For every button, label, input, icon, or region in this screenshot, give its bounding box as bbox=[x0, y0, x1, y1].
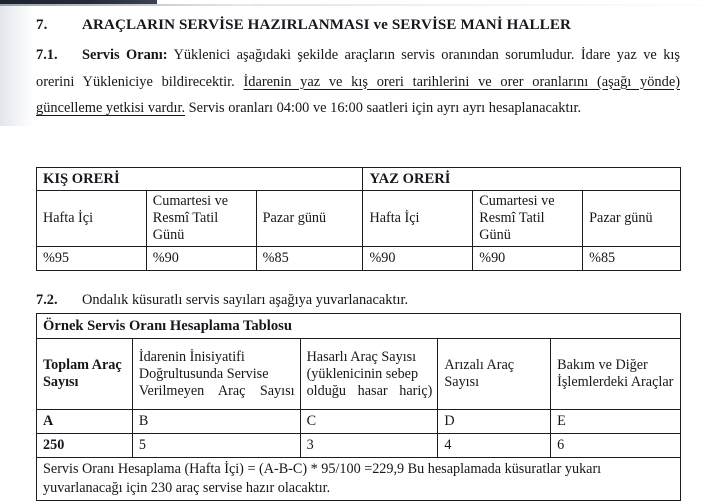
clause-7-1-number: 7.1. bbox=[36, 47, 58, 63]
section-heading-7 bbox=[36, 17, 676, 34]
col-header-kis-haftaici: Hafta İçi bbox=[37, 191, 147, 247]
letter-e: E bbox=[551, 410, 681, 434]
value-kis-pazar: %85 bbox=[256, 247, 363, 271]
clause-7-2-number: 7.2. bbox=[36, 292, 58, 308]
clause-7-1-text-part2: Servis oranları 04:00 ve 16:00 saatleri için ayrı ayrı hesaplanacaktır. bbox=[185, 100, 582, 116]
col-header-arizali-arac-sayisi: Arızalı Araç Sayısı bbox=[438, 339, 551, 410]
section-number: 7. bbox=[36, 17, 48, 33]
col-header-yaz-haftaici: Hafta İçi bbox=[363, 191, 473, 247]
value-bakim-diger: 6 bbox=[551, 434, 681, 458]
table-row-group-headers bbox=[37, 168, 681, 191]
table-row-column-headers bbox=[37, 339, 681, 410]
group-header-yaz: YAZ ORERİ bbox=[363, 168, 681, 191]
col-header-yaz-cumartesi: Cumartesi ve Resmî Tatil Günü bbox=[473, 191, 583, 247]
letter-a: A bbox=[37, 410, 133, 434]
table-row-title bbox=[37, 314, 681, 339]
col-header-hasarli-arac-sayisi: Hasarlı Araç Sayısı (yüklenicinin sebep olduğu hasar hariç) bbox=[300, 339, 438, 410]
clause-7-1-paragraph bbox=[36, 42, 680, 122]
col-header-toplam-arac-sayisi: Toplam Araç Sayısı bbox=[37, 339, 133, 410]
table-row-column-headers bbox=[37, 191, 681, 247]
value-yaz-cumartesi: %90 bbox=[473, 247, 583, 271]
value-idarenin-inisiyatifi: 5 bbox=[132, 434, 300, 458]
table-row-values bbox=[37, 434, 681, 458]
table-row-note bbox=[37, 458, 681, 501]
clause-7-1-underlined-text: İdarenin yaz ve kış oreri tarihlerini ve orer oranlarını (aşağı yönde) güncelleme yetkisi vardır. bbox=[36, 73, 680, 116]
clause-7-2-paragraph bbox=[36, 287, 680, 314]
col-header-idarenin-inisiyatifi: İdarenin İnisiyatifi Doğrultusunda Servise Verilmeyen Araç Sayısı bbox=[132, 339, 300, 410]
clause-7-1-text-part1: Yüklenici aşağıdaki şekilde araçların servis oranından sorumludur. İdare yaz ve kış orerini Yükleniciye bildirecektir. bbox=[36, 47, 680, 90]
table-row-values bbox=[37, 247, 681, 271]
clause-7-1-lead-label: Servis Oranı: bbox=[82, 47, 168, 63]
value-kis-cumartesi: %90 bbox=[146, 247, 256, 271]
ornek-table-title: Örnek Servis Oranı Hesaplama Tablosu bbox=[37, 314, 681, 339]
ornek-hesaplama-table bbox=[36, 313, 681, 501]
section-title-text: ARAÇLARIN SERVİSE HAZIRLANMASI ve SERVİSE MANİ HALLER bbox=[82, 17, 571, 33]
letter-b: B bbox=[132, 410, 300, 434]
orer-oranlari-table bbox=[36, 167, 681, 271]
table-row-letters bbox=[37, 410, 681, 434]
col-header-bakim-ve-diger: Bakım ve Diğer İşlemlerdeki Araçlar bbox=[551, 339, 681, 410]
value-yaz-pazar: %85 bbox=[583, 247, 681, 271]
value-toplam-arac-sayisi: 250 bbox=[37, 434, 133, 458]
letter-c: C bbox=[300, 410, 438, 434]
value-yaz-haftaici: %90 bbox=[363, 247, 473, 271]
value-kis-haftaici: %95 bbox=[37, 247, 147, 271]
value-arizali-arac: 4 bbox=[438, 434, 551, 458]
clause-7-2-text: Ondalık küsuratlı servis sayıları aşağıya yuvarlanacaktır. bbox=[82, 292, 409, 308]
col-header-kis-pazar: Pazar günü bbox=[256, 191, 363, 247]
col-header-yaz-pazar: Pazar günü bbox=[583, 191, 681, 247]
letter-d: D bbox=[438, 410, 551, 434]
col-header-kis-cumartesi: Cumartesi ve Resmî Tatil Günü bbox=[146, 191, 256, 247]
value-hasarli-arac: 3 bbox=[300, 434, 438, 458]
group-header-kis: KIŞ ORERİ bbox=[37, 168, 363, 191]
hesaplama-note: Servis Oranı Hesaplama (Hafta İçi) = (A-B-C) * 95/100 =229,9 Bu hesaplamada küsuratlar yukarı yuvarlanacağı için 230 araç servise hazır olacaktır. bbox=[37, 458, 681, 501]
